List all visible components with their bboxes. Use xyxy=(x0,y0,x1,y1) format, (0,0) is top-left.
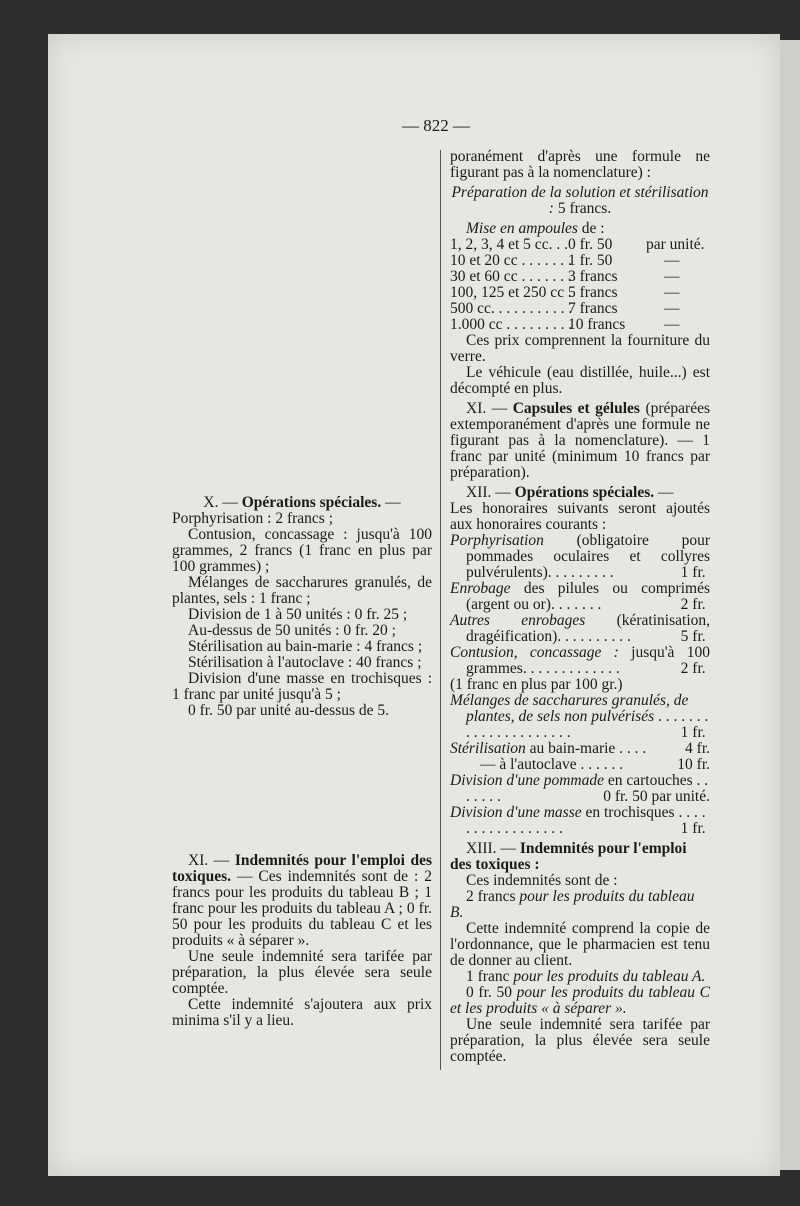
paragraph: Au-dessus de 50 unités : 0 fr. 20 ; xyxy=(188,622,396,639)
paragraph: Les honoraires suivants seront ajoutés aux honoraires courants : xyxy=(450,500,710,533)
table-cell: 100, 125 et 250 cc . xyxy=(450,284,572,301)
paragraph: 0 fr. 50 par unité au-dessus de 5. xyxy=(188,702,390,719)
paragraph: Cette indemnité comprend la copie de l'ordonnance, que le pharmacien est tenu de donner au client. xyxy=(450,920,710,969)
table-cell: — xyxy=(664,268,680,285)
table-cell: 0 fr. 50 xyxy=(568,236,613,253)
section-xii-heading: XII. — Opérations spéciales. — xyxy=(466,484,674,501)
table-cell: 1 fr. 50 xyxy=(568,252,613,269)
list-item: Stérilisation au bain-marie . . . . 4 fr. xyxy=(450,740,710,757)
left-column xyxy=(172,495,432,719)
paragraph: poranément d'après une formule ne figurant pas à la nomenclature) : xyxy=(450,148,710,181)
paragraph: Stérilisation au bain-marie : 4 francs ; xyxy=(188,638,423,655)
table-cell: — xyxy=(664,284,680,301)
table-cell: — xyxy=(664,316,680,333)
paragraph: Ces prix comprennent la fourniture du verre. xyxy=(450,332,710,365)
right-column xyxy=(450,149,710,1065)
paragraph: Une seule indemnité sera tarifée par préparation, la plus élevée sera seule comptée. xyxy=(450,1016,710,1065)
table-cell: 1, 2, 3, 4 et 5 cc. . . xyxy=(450,236,568,253)
paragraph: Une seule indemnité sera tarifée par préparation, la plus élevée sera seule comptée. xyxy=(172,948,432,997)
page-number: — 822 — xyxy=(402,116,470,135)
list-item: Mélanges de saccharures granulés, de plantes, de sels non pulvérisés . . . . . . . . . . . . . . . . . . . . . 1 fr. xyxy=(450,692,709,741)
paragraph: Division de 1 à 50 unités : 0 fr. 25 ; xyxy=(188,606,408,623)
paragraph: Ces indemnités sont de : xyxy=(466,872,618,889)
section-xiii-heading: XIII. — Indemnités pour l'emploi des toxiques : xyxy=(450,840,687,873)
table-cell: 500 cc. . . . . . . . . . . xyxy=(450,300,573,317)
left-column-section-xi xyxy=(172,853,432,1029)
table-cell: — xyxy=(664,300,680,317)
section-xi-heading: XI. — Capsules et gélules (préparées extemporanément d'après une formule ne figurant pas à la nomenclature). — 1 franc par unité (minimum 10 francs par préparation). xyxy=(450,400,710,481)
list-item: — à l'autoclave . . . . . . 10 fr. xyxy=(480,756,710,773)
column-divider xyxy=(440,150,441,1070)
table-cell: 5 francs xyxy=(568,284,618,301)
list-item: Porphyrisation (obligatoire pour pommades oculaires et collyres pulvérulents). . . . . . . . . 1 fr. xyxy=(450,532,710,581)
paragraph: Mise en ampoules de : xyxy=(466,220,605,237)
table-cell: par unité. xyxy=(646,236,705,253)
paragraph: Division d'une masse en trochisques : 1 franc par unité jusqu'à 5 ; xyxy=(172,670,432,703)
table-cell: 7 francs xyxy=(568,300,618,317)
ampoules-table xyxy=(450,237,710,333)
table-cell: 30 et 60 cc . . . . . . . xyxy=(450,268,572,285)
list-item: Autres enrobages (kératinisation, dragéification). . . . . . . . . . 5 fr. xyxy=(450,612,710,645)
paragraph: (1 franc en plus par 100 gr.) xyxy=(450,676,623,693)
paragraph: Mélanges de saccharures granulés, de plantes, sels : 1 franc ; xyxy=(172,574,432,607)
paragraph: Contusion, concassage : jusqu'à 100 grammes, 2 francs (1 franc en plus par 100 grammes) ; xyxy=(172,526,432,575)
list-item: Division d'une masse en trochisques . . . . . . . . . . . . . . . . . 1 fr. xyxy=(450,804,706,837)
paragraph: Cette indemnité s'ajoutera aux prix minima s'il y a lieu. xyxy=(172,996,432,1029)
section-xi-heading: XI. — Indemnités pour l'emploi des toxiques. — Ces indemnités sont de : 2 francs pour les produits du tableau B ; 1 franc pour les produits du tableau A ; 0 fr. 50 pour les produits du tableau C et les produits « à séparer ». xyxy=(172,852,432,949)
list-item: Enrobage des pilules ou comprimés (argent ou or). . . . . . . 2 fr. xyxy=(450,580,710,613)
section-x-heading: X. — Opérations spéciales. — xyxy=(203,494,401,511)
paragraph: Le véhicule (eau distillée, huile...) est décompté en plus. xyxy=(450,364,710,397)
table-cell: 10 francs xyxy=(568,316,626,333)
paragraph: 2 francs pour les produits du tableau B. xyxy=(450,888,695,921)
table-cell: 3 francs xyxy=(568,268,618,285)
table-cell: 1.000 cc . . . . . . . . . xyxy=(450,316,573,333)
table-cell: — xyxy=(664,252,680,269)
list-item: Division d'une pommade en cartouches . . . . . . . 0 fr. 50 par unité. xyxy=(450,772,710,805)
paragraph: Porphyrisation : 2 francs ; xyxy=(172,510,334,527)
list-item: Contusion, concassage : jusqu'à 100 grammes. . . . . . . . . . . . . 2 fr. xyxy=(450,644,710,677)
paragraph: 0 fr. 50 pour les produits du tableau C et les produits « à séparer ». xyxy=(450,984,711,1017)
table-cell: 10 et 20 cc . . . . . . . xyxy=(450,252,572,269)
paragraph: Préparation de la solution et stérilisation : 5 francs. xyxy=(451,184,709,217)
paragraph: Stérilisation à l'autoclave : 40 francs ; xyxy=(188,654,422,671)
paragraph: 1 franc pour les produits du tableau A. xyxy=(466,968,706,985)
